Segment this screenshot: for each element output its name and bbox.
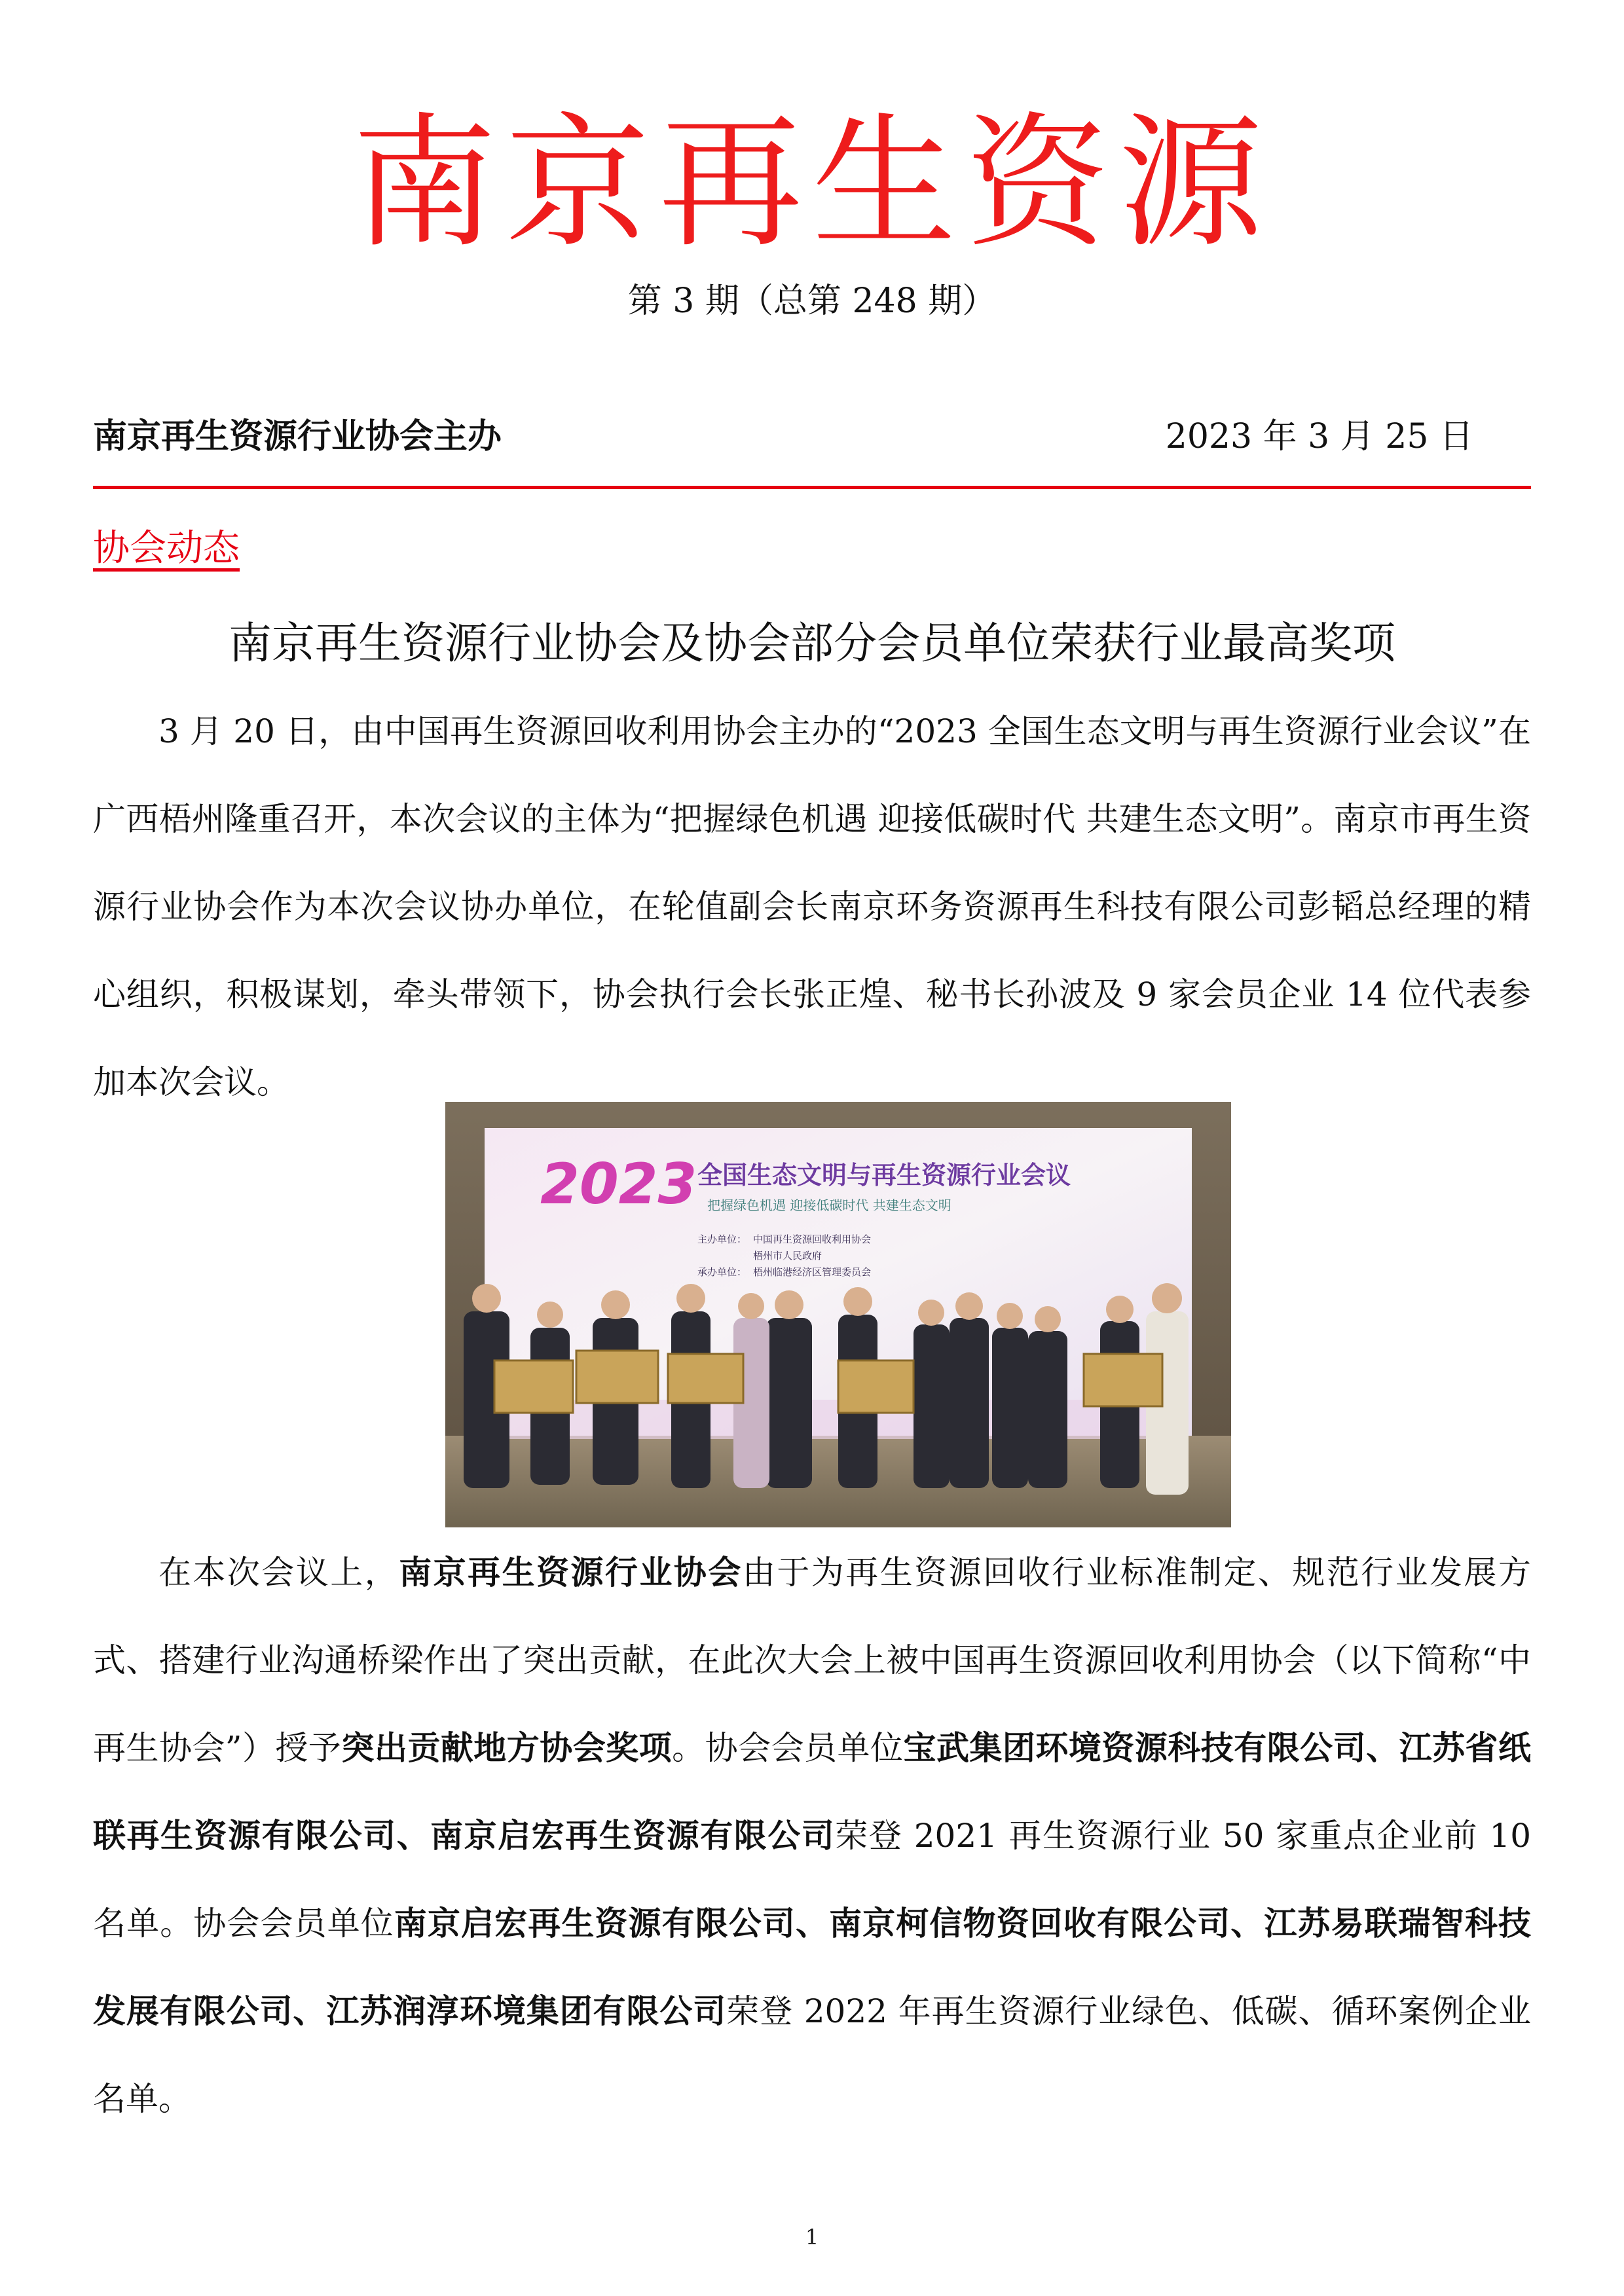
photo-banner-slogan: 把握绿色机遇 迎接低碳时代 共建生态文明 <box>707 1197 951 1213</box>
photo-co-label: 承办单位： <box>697 1266 747 1278</box>
masthead-title: 南京再生资源 <box>352 100 1272 267</box>
photo-banner-title: 全国生态文明与再生资源行业会议 <box>697 1161 1071 1190</box>
section-label: 协会动态 <box>93 527 240 570</box>
photo-co-org: 梧州临港经济区管理委员会 <box>753 1266 872 1278</box>
host-organization: 南京再生资源行业协会主办 <box>93 416 502 456</box>
conference-photo <box>445 1102 1231 1527</box>
article-paragraph-1: 3 月 20 日，由中国再生资源回收利用协会主办的“2023 全国生态文明与再生资源行业会议”在广西梧州隆重召开，本次会议的主体为“把握绿色机遇 迎接低碳时代 共建生态文明”。南京市再生资源行业协会作为本次会议协办单位，在轮值副会长南京环务资源再生科技有限公司彭韬总经理的精心组织，积极谋划，牵头带领下，协会执行会长张正煌、秘书长孙波及 9 家会员企业 14 位代表参加本次会议。 <box>93 712 1531 1101</box>
p2-text-4: 荣登 2021 再生资源行业 50 家重点企业前 10 名单。协会会员单位 <box>93 1817 1532 1942</box>
issue-number: 第 3 期（总第 248 期） <box>627 282 997 321</box>
p2-bold-top10-companies: 宝武集团环境资源科技有限公司、江苏省纸联再生资源有限公司、南京启宏再生资源有限公司 <box>93 1728 1532 1855</box>
article-headline: 南京再生资源行业协会及协会部分会员单位荣获行业最高奖项 <box>229 618 1395 668</box>
article-paragraph-2 <box>93 1529 1531 2143</box>
publication-date: 2023 年 3 月 25 日 <box>1165 417 1473 456</box>
photo-host-label: 主办单位： <box>697 1233 747 1245</box>
p2-text-5: 荣登 2022 年再生资源行业绿色、低碳、循环案例企业名单。 <box>93 1992 1531 2118</box>
header-divider <box>93 486 1531 489</box>
photo-host-1: 中国再生资源回收利用协会 <box>753 1233 872 1245</box>
photo-year-text: 2023 <box>540 1152 697 1217</box>
photo-host-2: 梧州市人民政府 <box>753 1250 822 1262</box>
p2-bold-association: 南京再生资源行业协会 <box>399 1553 743 1592</box>
p2-text-2: 由于为再生资源回收行业标准制定、规范行业发展方式、搭建行业沟通桥梁作出了突出贡献，在此次大会上被中国再生资源回收利用协会（以下简称“中再生协会”）授予 <box>93 1554 1532 1767</box>
conference-photo-illustration <box>445 1102 1231 1527</box>
p2-bold-award: 突出贡献地方协会奖项 <box>341 1728 673 1767</box>
p2-text-3: 。协会会员单位 <box>672 1729 904 1767</box>
p2-bold-green-case-companies: 南京启宏再生资源有限公司、南京柯信物资回收有限公司、江苏易联瑞智科技发展有限公司、江苏润淳环境集团有限公司 <box>93 1904 1532 2030</box>
p2-text-1: 在本次会议上， <box>158 1554 399 1592</box>
page-number: 1 <box>805 2225 819 2250</box>
